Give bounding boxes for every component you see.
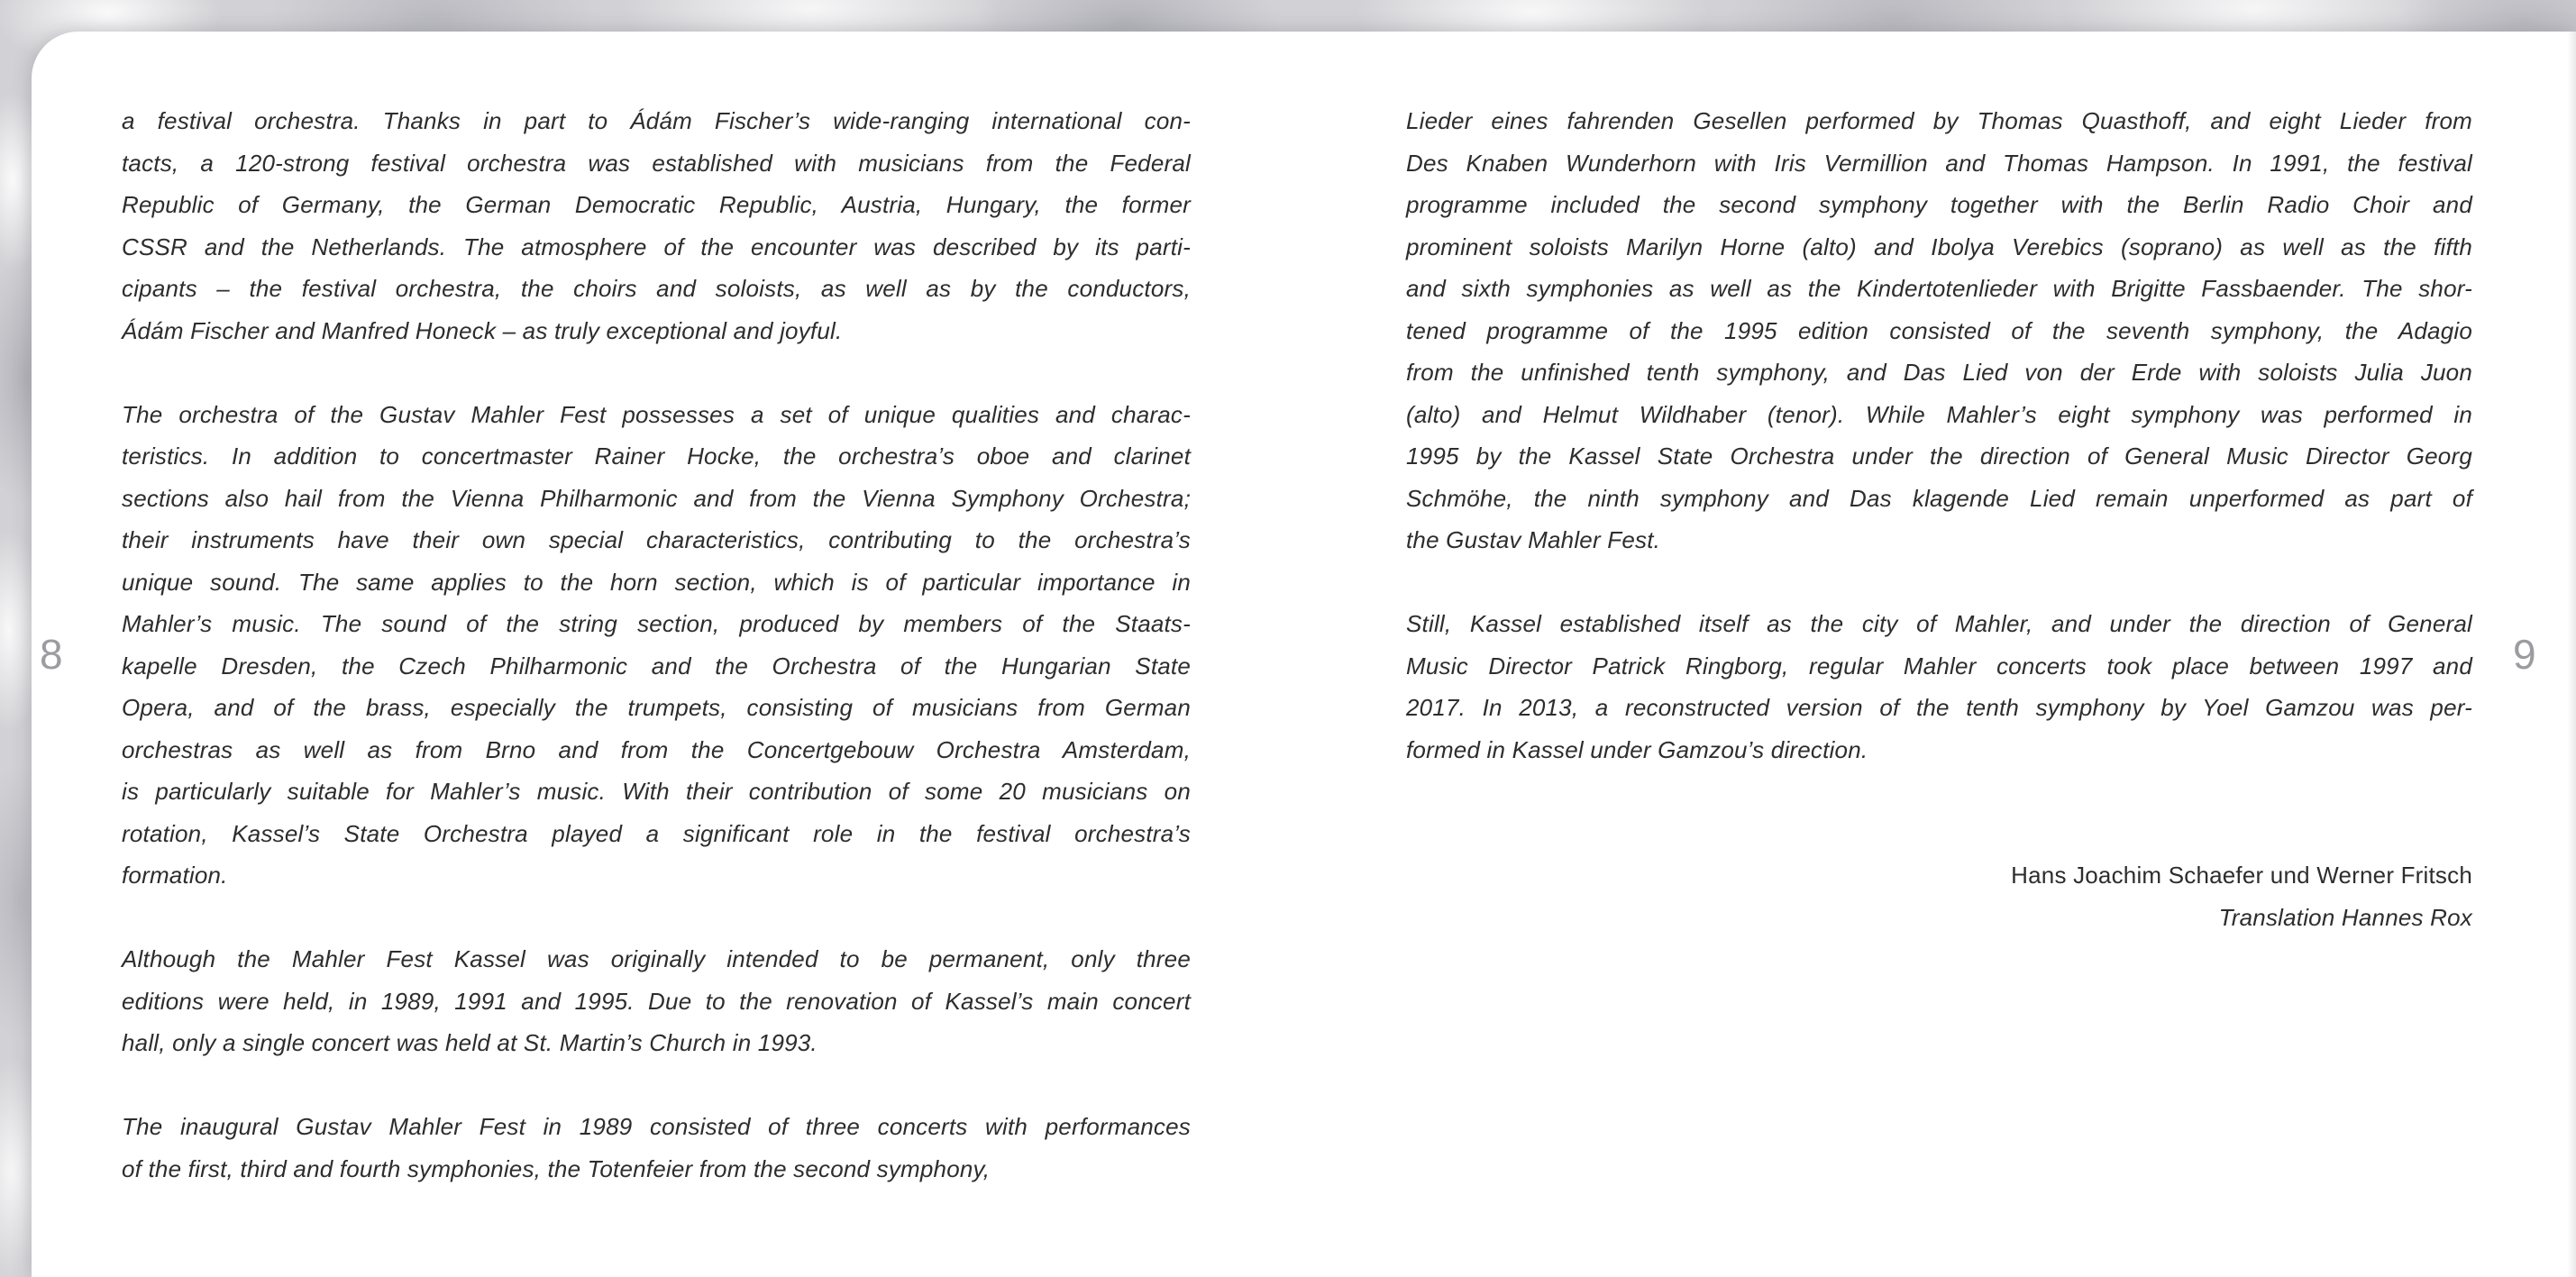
text-line: Lieder eines fahrenden Gesellen performed by Thomas Quasthoff, and eight Lieder from bbox=[1406, 107, 2472, 134]
paragraph bbox=[1406, 603, 2472, 771]
paragraph bbox=[122, 394, 1191, 897]
text-line: Music Director Patrick Ringborg, regular Mahler concerts took place between 1997 and bbox=[1406, 652, 2472, 680]
text-line: tened programme of the 1995 edition consisted of the seventh symphony, the Adagio bbox=[1406, 316, 2472, 344]
page-right-edge-shading bbox=[2567, 32, 2576, 1277]
text-line: programme included the second symphony together with the Berlin Radio Choir and bbox=[1406, 191, 2472, 218]
paragraph bbox=[122, 938, 1191, 1064]
text-line: 2017. In 2013, a reconstructed version of the tenth symphony by Yoel Gamzou was per- bbox=[1406, 694, 2472, 721]
right-page-column bbox=[1406, 100, 2472, 938]
text-line: 1995 by the Kassel State Orchestra under the direction of General Music Director Georg bbox=[1406, 442, 2472, 470]
text-line: editions were held, in 1989, 1991 and 1995. Due to the renovation of Kassel’s main concert bbox=[122, 987, 1191, 1015]
text-line: The orchestra of the Gustav Mahler Fest possesses a set of unique qualities and charac- bbox=[122, 400, 1191, 428]
text-line: unique sound. The same applies to the horn section, which is of particular importance in bbox=[122, 568, 1191, 596]
text-line: Des Knaben Wunderhorn with Iris Vermillion and Thomas Hampson. In 1991, the festival bbox=[1406, 149, 2472, 177]
text-line: teristics. In addition to concertmaster Rainer Hocke, the orchestra’s oboe and clarinet bbox=[122, 442, 1191, 470]
page-number-right: 9 bbox=[2513, 631, 2536, 678]
text-line: orchestras as well as from Brno and from the Concertgebouw Orchestra Amsterdam, bbox=[122, 735, 1191, 763]
text-line: Although the Mahler Fest Kassel was originally intended to be permanent, only three bbox=[122, 945, 1191, 972]
text-line: prominent soloists Marilyn Horne (alto) and Ibolya Verebics (soprano) as well as the fifth bbox=[1406, 233, 2472, 260]
text-line: hall, only a single concert was held at St. Martin’s Church in 1993. bbox=[122, 1029, 818, 1056]
text-line: of the first, third and fourth symphonies, the Totenfeier from the second symphony, bbox=[122, 1154, 991, 1182]
right-column-paragraphs bbox=[1406, 100, 2472, 771]
text-line: a festival orchestra. Thanks in part to Ádám Fischer’s wide-ranging international con- bbox=[122, 107, 1191, 134]
text-line: and sixth symphonies as well as the Kindertotenlieder with Brigitte Fassbaender. The shor- bbox=[1406, 275, 2472, 302]
page-number-left: 8 bbox=[40, 631, 63, 678]
text-line: formed in Kassel under Gamzou’s direction. bbox=[1406, 735, 1868, 763]
text-line: cipants – the festival orchestra, the choirs and soloists, as well as by the conductors, bbox=[122, 275, 1191, 302]
text-line: Schmöhe, the ninth symphony and Das klagende Lied remain unperformed as part of bbox=[1406, 484, 2472, 512]
text-line: The inaugural Gustav Mahler Fest in 1989 consisted of three concerts with performances bbox=[122, 1113, 1191, 1140]
text-line: their instruments have their own special characteristics, contributing to the orchestra’s bbox=[122, 526, 1191, 553]
text-line: Still, Kassel established itself as the city of Mahler, and under the direction of General bbox=[1406, 610, 2472, 637]
text-line: kapelle Dresden, the Czech Philharmonic and the Orchestra of the Hungarian State bbox=[122, 652, 1191, 680]
signature-authors: Hans Joachim Schaefer und Werner Fritsch bbox=[2011, 862, 2472, 889]
paragraph bbox=[122, 1106, 1191, 1190]
text-line: rotation, Kassel’s State Orchestra played a significant role in the festival orchestra’s bbox=[122, 819, 1191, 847]
left-page-column bbox=[122, 100, 1191, 1190]
text-line: is particularly suitable for Mahler’s music. With their contribution of some 20 musicians on bbox=[122, 778, 1191, 805]
text-line: sections also hail from the Vienna Philharmonic and from the Vienna Symphony Orchestra; bbox=[122, 484, 1191, 512]
signature-block bbox=[1406, 854, 2472, 938]
signature-translation: Translation Hannes Rox bbox=[2218, 903, 2472, 931]
paragraph bbox=[122, 100, 1191, 351]
text-line: Mahler’s music. The sound of the string section, produced by members of the Staats- bbox=[122, 610, 1191, 637]
text-line: Opera, and of the brass, especially the trumpets, consisting of musicians from German bbox=[122, 694, 1191, 721]
text-line: formation. bbox=[122, 862, 228, 889]
text-line: tacts, a 120-strong festival orchestra was established with musicians from the Federal bbox=[122, 149, 1191, 177]
text-line: Ádám Fischer and Manfred Honeck – as truly exceptional and joyful. bbox=[122, 316, 843, 344]
text-line: the Gustav Mahler Fest. bbox=[1406, 526, 1661, 553]
text-line: Republic of Germany, the German Democratic Republic, Austria, Hungary, the former bbox=[122, 191, 1191, 218]
left-column-paragraphs bbox=[122, 100, 1191, 1190]
text-line: (alto) and Helmut Wildhaber (tenor). While Mahler’s eight symphony was performed in bbox=[1406, 400, 2472, 428]
text-line: from the unfinished tenth symphony, and Das Lied von der Erde with soloists Julia Juon bbox=[1406, 359, 2472, 386]
text-line: CSSR and the Netherlands. The atmosphere of the encounter was described by its parti- bbox=[122, 233, 1191, 260]
paragraph bbox=[1406, 100, 2472, 561]
